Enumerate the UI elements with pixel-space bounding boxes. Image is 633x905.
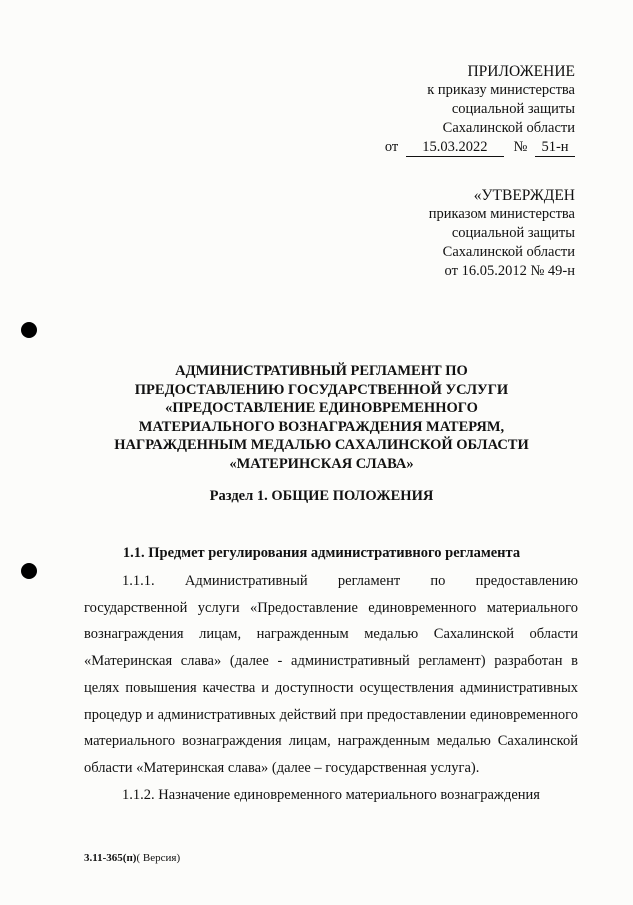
order-date: 15.03.2022 [406, 139, 504, 157]
title-line: «МАТЕРИНСКАЯ СЛАВА» [229, 455, 414, 472]
appendix-title: ПРИЛОЖЕНИЕ [467, 63, 575, 80]
number-label: № [513, 139, 528, 155]
title-line: МАТЕРИАЛЬНОГО ВОЗНАГРАЖДЕНИЯ МАТЕРЯМ, [138, 418, 505, 435]
approved-block [315, 186, 575, 281]
document-code: 3.11-365(п) [84, 852, 137, 864]
title-line: ПРЕДОСТАВЛЕНИЮ ГОСУДАРСТВЕННОЙ УСЛУГИ [134, 381, 509, 398]
title-line: НАГРАЖДЕННЫМ МЕДАЛЬЮ САХАЛИНСКОЙ ОБЛАСТИ [114, 437, 529, 454]
document-version: ( Версия) [136, 852, 181, 864]
approved-line: от 16.05.2012 № 49-н [444, 263, 575, 279]
punch-hole-bottom [21, 563, 37, 579]
appendix-line: социальной защиты [451, 101, 575, 117]
paragraph: 1.1.1. Административный регламент по предоставлению государственной услуги «Предоставление единовременного материального вознаграждения лицам, награжденным медалью Сахалинской области «Материнская слава» (далее - административный регламент) разработан в целях повышения качества и доступности осуществления административных процедур и административных действий при предоставлении единовременного материального вознаграждения лицам, награжденным медалью Сахалинской области «Материнская слава» (далее – государственная услуга). [84, 573, 578, 776]
order-number: 51-н [535, 139, 575, 157]
title-line: АДМИНИСТРАТИВНЫЙ РЕГЛАМЕНТ ПО [175, 363, 468, 379]
approved-line: социальной защиты [451, 225, 575, 241]
approved-line: Сахалинской области [442, 244, 575, 260]
punch-hole-top [21, 322, 37, 338]
title-line: «ПРЕДОСТАВЛЕНИЕ ЕДИНОВРЕМЕННОГО [165, 400, 478, 417]
approved-title: «УТВЕРЖДЕН [473, 187, 575, 204]
document-title [70, 362, 573, 474]
order-line [315, 138, 575, 157]
appendix-line: к приказу министерства [427, 82, 575, 98]
approved-line: приказом министерства [428, 206, 575, 222]
page-footer [84, 852, 180, 864]
paragraph: 1.1.2. Назначение единовременного материального вознаграждения [122, 786, 540, 803]
appendix-block [315, 62, 575, 157]
appendix-line: Сахалинской области [442, 120, 575, 136]
from-label: от [384, 139, 399, 155]
section-heading: Раздел 1. ОБЩИЕ ПОЛОЖЕНИЯ [209, 488, 434, 504]
document-body [84, 568, 578, 808]
subsection-heading: 1.1. Предмет регулирования административного регламента [122, 545, 521, 561]
